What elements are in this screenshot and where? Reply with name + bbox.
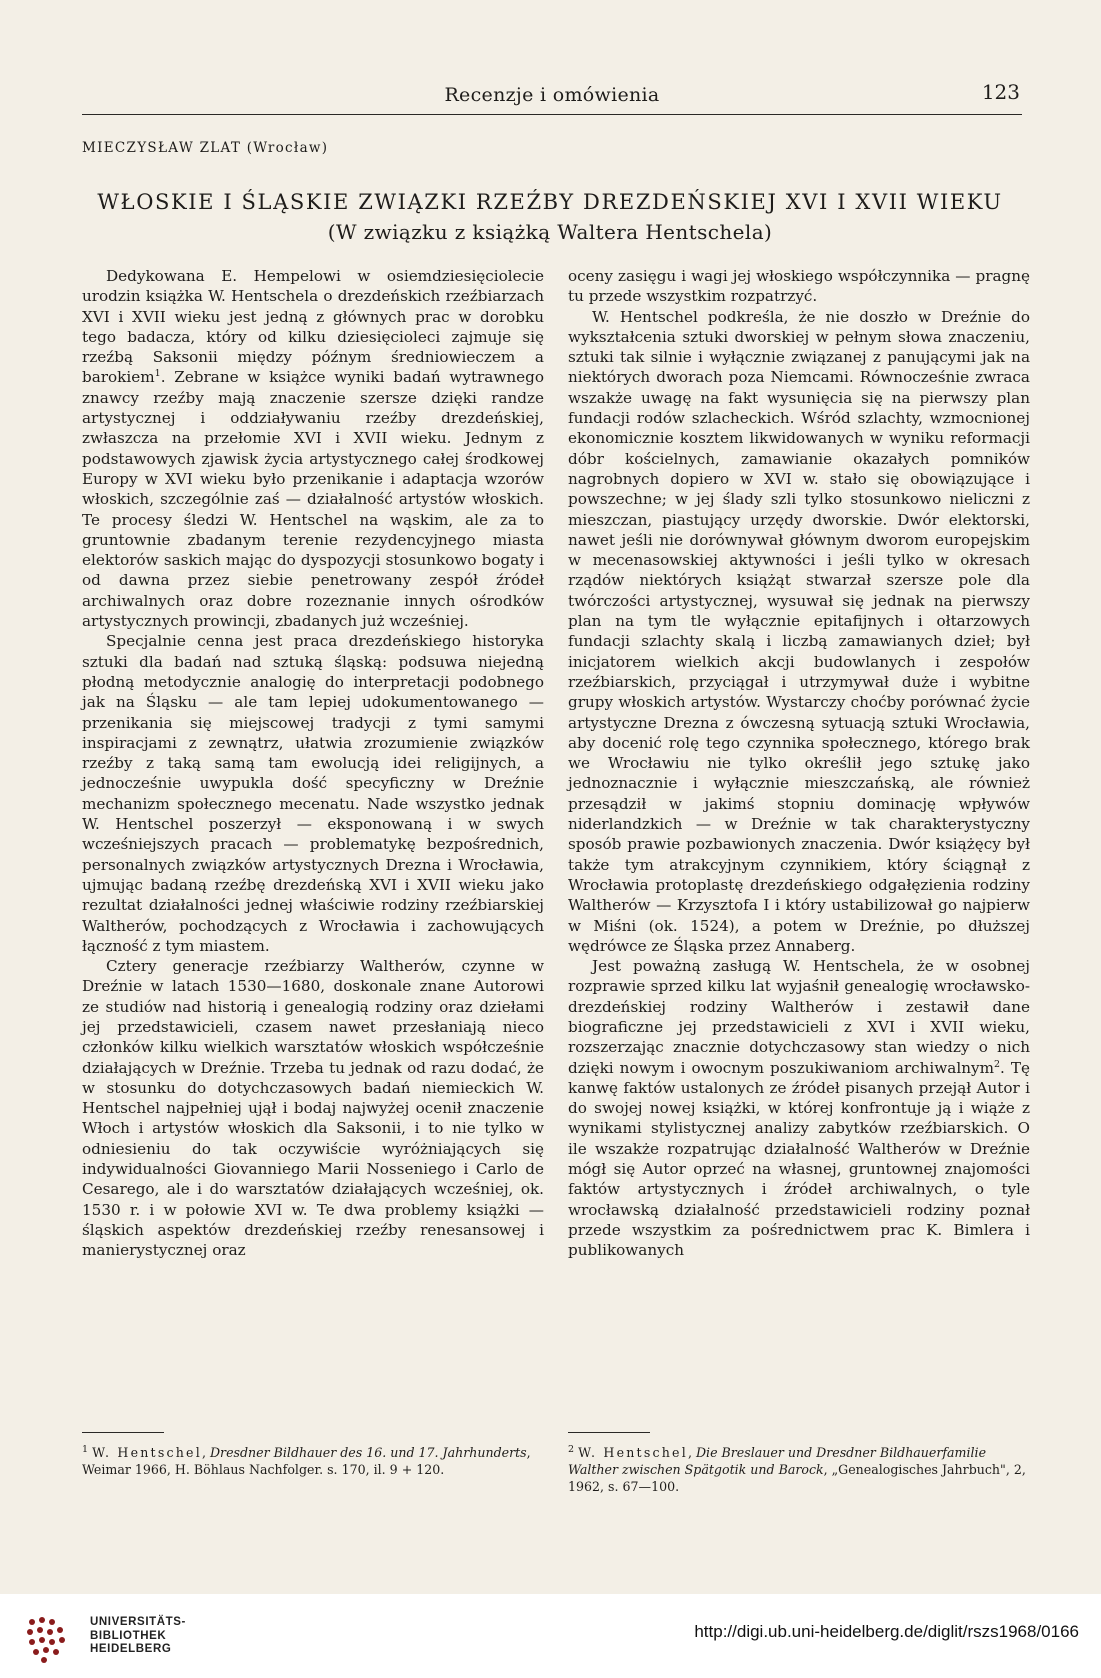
running-header: [82, 80, 1022, 115]
paragraph: W. Hentschel podkreśla, że nie doszło w Dreźnie do wykształcenia sztuki dworskiej w pełnym słowa znaczeniu, sztuki tak silnie i wyłącznie związanej z panującymi jak na niektórych dworach poza Niemcami. Równocześnie zwraca wszakże uwagę na fakt wysunięcia się na pierwszy plan fundacji rodów szlacheckich. Wśród szlachty, wzmocnionej ekonomicznie kosztem likwidowanych w wyniku reformacji dóbr kościelnych, zamawianie okazałych pomników nagrobnych dopiero w XVI w. stało się obowiązujące i powszechne; w jej ślady szli tylko stosunkowo nieliczni z mieszczan, piastujący urzędy dworskie. Dwór elektorski, nawet jeśli nie dorównywał głównym dworom europejskim w mecenasowskiej aktywności i jeśli tylko w okresach rządów niektórych książąt stwarzał szersze pole dla twórczości artystycznej, wysuwał się jednak na pierwszy plan na tym tle wyłącznie epitafijnych i ołtarzowych fundacji szlachty skalą i liczbą zamawianych dzieł; był inicjatorem wielkich akcji budowlanych i zespołów rzeźbiarskich, przyciągał i utrzymywał duże i wybitne grupy włoskich artystów. Wystarczy choćby porównać życie artystyczne Drezna z ówczesną sytuacją sztuki Wrocławia, aby docenić rolę tego czynnika społecznego, którego brak we Wrocławiu nie tylko określił jego sztukę jako jednoznacznie i wyłącznie mieszczańską, ale również przesądził w jakimś stopniu dominację wpływów niderlandzkich — w Dreźnie w tak charakterystyczny sposób prawie pozbawionych znaczenia. Dwór książęcy był także tym atrakcyjnym czynnikiem, który ściągnął z Wrocławia protoplastę drezdeńskiego odgałęzienia rodziny Waltherów — Krzysztofa I i który ustabilizował go najpierw w Miśni (ok. 1524), a potem w Dreźnie, po dłuższej wędrówce ze Śląska przez Annaberg.: [568, 307, 1030, 955]
article-subtitle: (W związku z książką Waltera Hentschela): [327, 220, 773, 244]
university-seal-icon: [22, 1614, 78, 1666]
footnote-divider: [568, 1432, 650, 1433]
paragraph: Cztery generacje rzeźbiarzy Waltherów, czynne w Dreźnie w latach 1530—1680, doskonale znane Autorowi ze studiów nad historią i genealogią rodziny oraz dziełami jej przedstawicieli, czasem nawet przesłaniają nieco członków kilku wielkich warsztatów włoskich współcześnie działających w Dreźnie. Trzeba tu jednak od razu dodać, że w stosunku do dotychczasowych badań niemieckich W. Hentschel najpełniej ujął i bodaj najwyżej ocenił znaczenie Włoch i artystów włoskich dla Saksonii, i to nie tylko w odniesieniu do tak oczywiście wyróżniających się indywidualności Giovanniego Marii Nosseniego i Carlo de Cesarego, ale i do warsztatów działających wcześniej, ok. 1530 r. i w połowie XVI w. Te dwa problemy książki — śląskich aspektów drezdeńskiej rzeźby renesansowej i manierystycznej oraz: [82, 957, 544, 1260]
digitization-footer: [0, 1594, 1101, 1678]
footnote-ref[interactable]: 2: [993, 1058, 1001, 1070]
page-number: 123: [981, 80, 1020, 104]
right-column: [568, 266, 1030, 1261]
footnote-ref[interactable]: 1: [154, 368, 161, 380]
paragraph: oceny zasięgu i wagi jej włoskiego współczynnika — pragnę tu przede wszystkim rozpatrzyć.: [568, 267, 1030, 306]
library-name: UNIVERSITÄTS- BIBLIOTHEK HEIDELBERG: [90, 1616, 186, 1655]
left-column: [82, 266, 544, 1261]
paragraph: Jest poważną zasługą W. Hentschela, że w osobnej rozprawie sprzed kilku lat wyjaśnił genealogię wrocławsko-drezdeńskiej rodziny Waltherów i zestawił dane biograficzne jej przedstawicieli z XVI i XVII wieku, rozszerzając znacznie dotychczasowy stan wiedzy o nich dzięki nowym i owocnym poszukiwaniom archiwalnym$^2$. Tę kanwę faktów ustalonych ze źródeł pisanych przejął Autor i do swojej nowej książki, w której konfrontuje ją i wiąże z wynikami stylistycznej analizy zabytków rzeźbiarskich. O ile wszakże rozpatrując działalność Waltherów w Dreźnie mógł się Autor oprzeć na własnej, gruntownej znajomości faktów artystycznych i źródeł archiwalnych, o tyle wrocławską działalność przedstawicieli rodziny poznał przede wszystkim za pośrednictwem prac K. Bimlera i publikowanych: [568, 957, 1030, 1260]
source-url-link[interactable]: http://digi.ub.uni-heidelberg.de/diglit/rszs1968/0166: [694, 1622, 1079, 1641]
footnote-1: $^1$ W. Hentschel, Dresdner Bildhauer des 16. und 17. Jahrhunderts, Weimar 1966, H. Böhlaus Nachfolger. s. 170, il. 9 + 120.: [82, 1443, 531, 1477]
article-title: WŁOSKIE I ŚLĄSKIE ZWIĄZKI RZEŹBY DREZDEŃSKIEJ XVI I XVII WIEKU: [97, 190, 1003, 214]
footnote-divider: [82, 1432, 164, 1433]
article-title-block: [60, 190, 1040, 244]
footnote-2: $^2$ W. Hentschel, Die Breslauer und Dresdner Bildhauerfamilie Walther zwischen Spätgotik und Barock, „Genealogisches Jahrbuch", 2, 1962, s. 67—100.: [568, 1443, 1026, 1494]
paragraph: Dedykowana E. Hempelowi w osiemdziesięciolecie urodzin książka W. Hentschela o drezdeńskich rzeźbiarzach XVI i XVII wieku jest jedną z głównych prac w dorobku tego badacza, który od kilku dziesięcioleci zajmuje się rzeźbą Saksonii między późnym średniowieczem a barokiem$^1$. Zebrane w książce wyniki badań wytrawnego znawcy rzeźby mają znaczenie szersze dzięki randze artystycznej i oddziaływaniu rzeźby drezdeńskiej, zwłaszcza na przełomie XVI i XVII wieku. Jednym z podstawowych zjawisk życia artystycznego całej środkowej Europy w XVI wieku było przenikanie i adaptacja wzorów włoskich, szczególnie zaś — działalność artystów włoskich. Te procesy śledzi W. Hentschel na wąskim, ale za to gruntownie zbadanym terenie rezydencyjnego miasta elektorów saskich mając do dyspozycji stosunkowo bogaty i od dawna przez siebie penetrowany zespół źródeł archiwalnych oraz dobre rozeznanie innych ośrodków artystycznych prowincji, zbadanych już wcześniej.: [82, 267, 544, 631]
paragraph: Specjalnie cenna jest praca drezdeńskiego historyka sztuki dla badań nad sztuką śląską: podsuwa niejedną płodną metodycznie analogię do interpretacji podobnego jak na Śląsku — ale tam lepiej udokumentowanego — przenikania się miejscowej tradycji z tymi samymi inspiracjami z zewnątrz, ułatwia zrozumienie związków rzeźby z taką samą tam ewolucją idei religijnych, a jednocześnie uwypukla dość specyficzny w Dreźnie mechanizm społecznego mecenatu. Nade wszystko jednak W. Hentschel poszerzył — eksponowaną i w swych wcześniejszych pracach — problematykę bezpośrednich, personalnych związków artystycznych Drezna i Wrocławia, ujmując badaną rzeźbę drezdeńską XVI i XVII wieku jako rezultat działalności jednej właściwie rodziny rzeźbiarskiej Waltherów, pochodzących z Wrocławia i zachowujących łączność z tym miastem.: [82, 632, 544, 955]
running-title: Recenzje i omówienia: [444, 84, 660, 106]
article-author: MIECZYSŁAW ZLAT (Wrocław): [82, 140, 329, 156]
